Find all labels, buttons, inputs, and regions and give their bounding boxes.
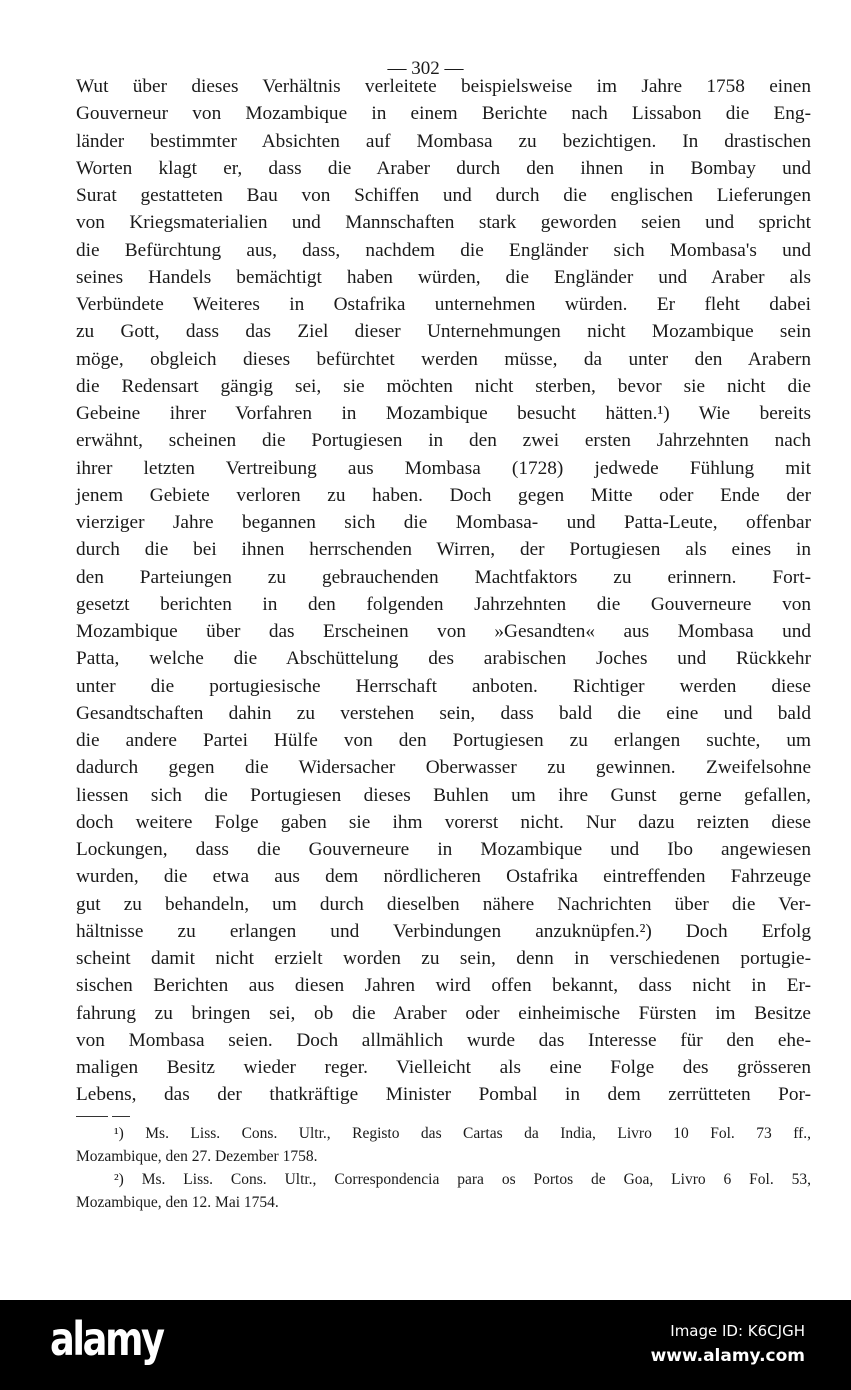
footnote-divider: [76, 1116, 108, 1117]
text-line: Surat gestatteten Bau von Schiffen und durch die englischen Lieferungen: [76, 185, 811, 206]
text-line: von Mombasa seien. Doch allmählich wurde das Interesse für den ehe-: [76, 1029, 811, 1051]
text-line: durch die bei ihnen herrschenden Wirren, der Portugiesen als eines in: [76, 539, 811, 561]
watermark-bar: [0, 1300, 851, 1390]
text-line: ihrer letzten Vertreibung aus Mombasa (1728) jedwede Fühlung mit: [76, 457, 811, 479]
text-line: unter die portugiesische Herrschaft anboten. Richtiger werden diese: [76, 675, 811, 697]
body-text: [76, 73, 811, 1109]
text-line: Gesandtschaften dahin zu verstehen sein, dass bald die eine und bald: [76, 702, 811, 724]
text-line: Lebens, das der thatkräftige Minister Pombal in dem zerrütteten Por-: [76, 1084, 811, 1106]
text-line: seines Handels bemächtigt haben würden, die Engländer und Araber als: [76, 266, 811, 288]
text-line: maligen Besitz wieder reger. Vielleicht als eine Folge des grösseren: [76, 1057, 811, 1078]
footnote-2-line-2: Mozambique, den 12. Mai 1754.: [76, 1194, 279, 1211]
text-line: Mozambique über das Erscheinen von »Gesandten« aus Mombasa und: [76, 621, 811, 642]
text-line: doch weitere Folge gaben sie ihm vorerst nicht. Nur dazu reizten diese: [76, 811, 811, 833]
page-number: — 302 —: [387, 58, 464, 79]
text-line: gesetzt berichten in den folgenden Jahrzehnten die Gouverneure von: [76, 593, 811, 615]
text-line: Gouverneur von Mozambique in einem Berichte nach Lissabon die Eng-: [76, 103, 811, 125]
alamy-logo: alamy: [50, 1312, 163, 1366]
text-line: wurden, die etwa aus dem nördlicheren Ostafrika eintreffenden Fahrzeuge: [76, 866, 811, 888]
text-line: die Redensart gängig sei, sie möchten nicht sterben, bevor sie nicht die: [76, 375, 811, 397]
text-line: möge, obgleich dieses befürchtet werden müsse, da unter den Arabern: [76, 348, 811, 370]
text-line: Gebeine ihrer Vorfahren in Mozambique besucht hätten.¹) Wie bereits: [76, 403, 811, 424]
text-line: von Kriegsmaterialien und Mannschaften stark geworden seien und spricht: [76, 212, 811, 234]
text-line: Worten klagt er, dass die Araber durch den ihnen in Bombay und: [76, 157, 811, 179]
text-line: die Befürchtung aus, dass, nachdem die Engländer sich Mombasa's und: [76, 239, 811, 261]
text-line: dadurch gegen die Widersacher Oberwasser zu gewinnen. Zweifelsohne: [76, 757, 811, 779]
text-line: vierziger Jahre begannen sich die Mombasa- und Patta-Leute, offenbar: [76, 512, 811, 533]
text-line: länder bestimmter Absichten auf Mombasa zu bezichtigen. In drastischen: [76, 130, 811, 152]
text-line: gut zu behandeln, um durch dieselben nähere Nachrichten über die Ver-: [76, 893, 811, 915]
image-id: Image ID: K6CJGH: [670, 1322, 805, 1340]
text-line: die andere Partei Hülfe von den Portugiesen zu erlangen suchte, um: [76, 730, 811, 751]
text-line: erwähnt, scheinen die Portugiesen in den zwei ersten Jahrzehnten nach: [76, 430, 811, 452]
text-line: hältnisse zu erlangen und Verbindungen anzuknüpfen.²) Doch Erfolg: [76, 920, 811, 942]
text-line: sischen Berichten aus diesen Jahren wird offen bekannt, dass nicht in Er-: [76, 975, 811, 997]
text-line: scheint damit nicht erzielt worden zu sein, denn in verschiedenen portugie-: [76, 948, 811, 969]
text-line: fahrung zu bringen sei, ob die Araber oder einheimische Fürsten im Besitze: [76, 1002, 811, 1024]
site-url: www.alamy.com: [650, 1346, 805, 1366]
text-line: jenem Gebiete verloren zu haben. Doch gegen Mitte oder Ende der: [76, 484, 811, 506]
footnote-1-line-1: ¹) Ms. Liss. Cons. Ultr., Registo das Cartas da India, Livro 10 Fol. 73 ff.,: [114, 1125, 811, 1142]
text-line: Verbündete Weiteres in Ostafrika unternehmen würden. Er fleht dabei: [76, 294, 811, 315]
text-line: Lockungen, dass die Gouverneure in Mozambique und Ibo angewiesen: [76, 839, 811, 860]
text-line: Patta, welche die Abschüttelung des arabischen Joches und Rückkehr: [76, 648, 811, 670]
footnotes: [76, 1122, 811, 1214]
text-line: liessen sich die Portugiesen dieses Buhlen um ihre Gunst gerne gefallen,: [76, 784, 811, 806]
text-line: zu Gott, dass das Ziel dieser Unternehmungen nicht Mozambique sein: [76, 321, 811, 343]
footnote-2-line-1: ²) Ms. Liss. Cons. Ultr., Correspondencia para os Portos de Goa, Livro 6 Fol. 53,: [114, 1171, 811, 1188]
footnote-divider-short: [112, 1116, 130, 1117]
text-line: den Parteiungen zu gebrauchenden Machtfaktors zu erinnern. Fort-: [76, 566, 811, 588]
text-line: Wut über dieses Verhältnis verleitete beispielsweise im Jahre 1758 einen: [76, 76, 811, 97]
footnote-1-line-2: Mozambique, den 27. Dezember 1758.: [76, 1148, 318, 1165]
